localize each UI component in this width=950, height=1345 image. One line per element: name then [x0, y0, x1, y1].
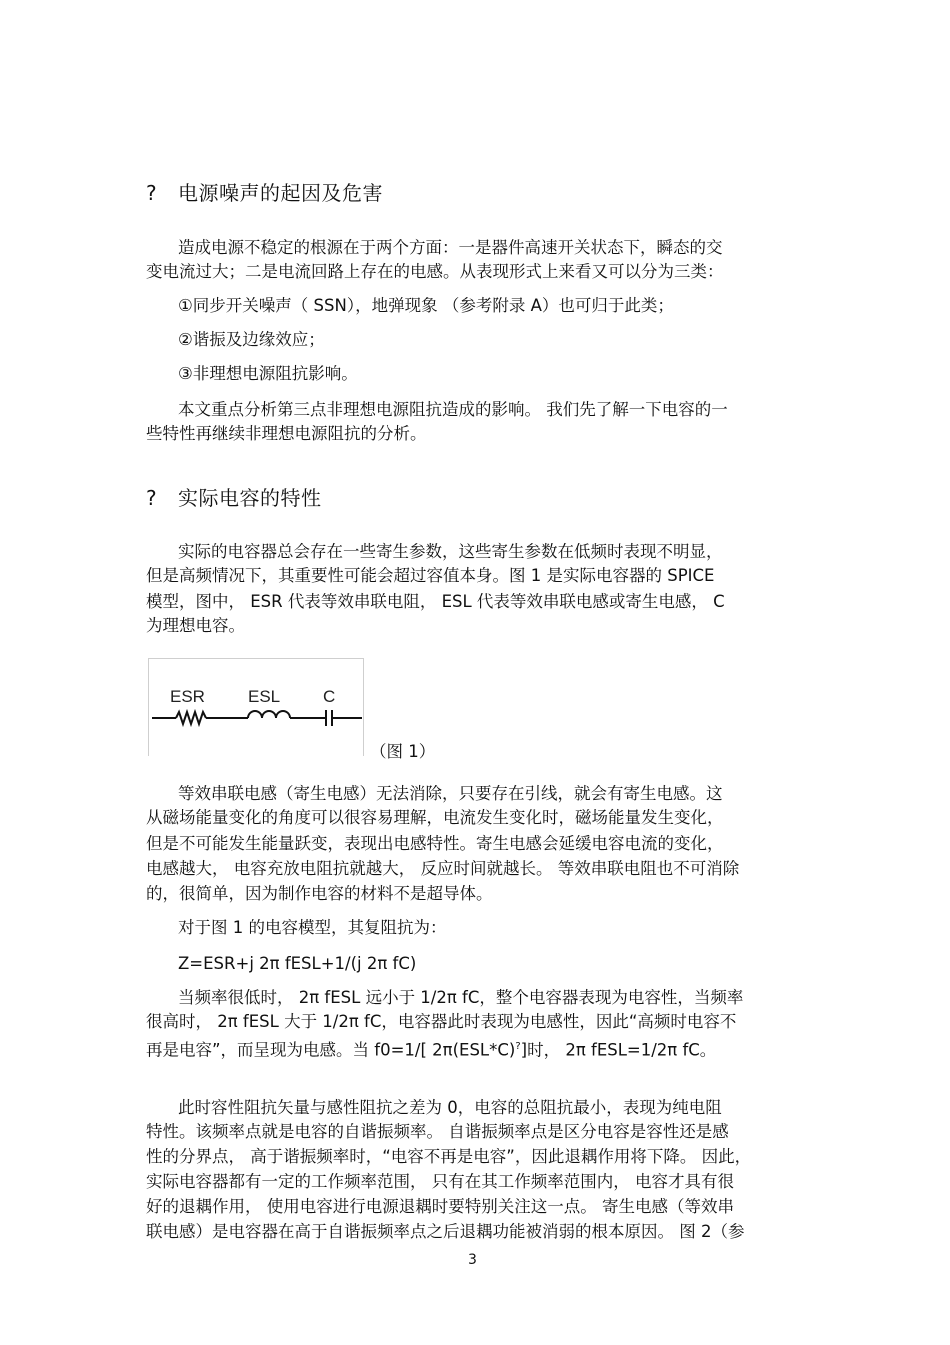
section-bullet: ? [146, 181, 158, 205]
superscript: ? [515, 1041, 521, 1052]
list-item: ①同步开关噪声（ SSN），地弹现象 （参考附录 A）也可归于此类； [178, 296, 674, 315]
text-line: 联电感）是电容器在高于自谐振频率点之后退耦功能被消弱的根本原因。 图 2（参 [146, 1222, 745, 1241]
section-heading-2 [146, 482, 322, 511]
section-title: 电源噪声的起因及危害 [178, 181, 383, 205]
text-line: 好的退耦作用， 使用电容进行电源退耦时要特别关注这一点。 寄生电感（等效串 [146, 1197, 734, 1216]
text-line: 很高时， 2π fESL 大于 1/2π fC，电容器此时表现为电感性，因此“高频时电容不 [146, 1012, 737, 1031]
text-line: 的，很简单，因为制作电容的材料不是超导体。 [146, 884, 493, 903]
text-line: 但是不可能发生能量跃变，表现出电感特性。寄生电感会延缓电容电流的变化， [146, 834, 724, 853]
text-line: 些特性再继续非理想电源阻抗的分析。 [146, 424, 427, 443]
text-line: 从磁场能量变化的角度可以很容易理解，电流发生变化时，磁场能量发生变化， [146, 808, 724, 827]
text-line: 等效串联电感（寄生电感）无法消除，只要存在引线，就会有寄生电感。这 [178, 784, 723, 803]
text-line: 本文重点分析第三点非理想电源阻抗造成的影响。 我们先了解一下电容的一 [178, 400, 728, 419]
list-item: ②谐振及边缘效应； [178, 330, 325, 349]
text-line: 此时容性阻抗矢量与感性阻抗之差为 0，电容的总阻抗最小，表现为纯电阻 [178, 1098, 722, 1117]
text-line [146, 1035, 716, 1063]
spice-model-figure [148, 658, 364, 756]
section-heading-1 [146, 177, 383, 206]
text-line: 变电流过大；二是电流回路上存在的电感。从表现形式上来看又可以分为三类： [146, 262, 724, 281]
text-line: 实际电容器都有一定的工作频率范围， 只有在其工作频率范围内， 电容才具有很 [146, 1172, 734, 1191]
text-line: 当频率很低时， 2π fESL 远小于 1/2π fC，整个电容器表现为电容性，当频率 [178, 988, 744, 1007]
esr-label: ESR [170, 687, 205, 706]
inductor-symbol [248, 711, 290, 718]
list-item: ③非理想电源阻抗影响。 [178, 364, 358, 383]
formula-part-1: 再是电容”，而呈现为电感。当 f0=1/[ 2π(ESL*C) [146, 1040, 516, 1060]
impedance-formula: Z=ESR+j 2π fESL+1/(j 2π fC) [178, 954, 417, 973]
text-line: 特性。该频率点就是电容的自谐振频率。 自谐振频率点是区分电容是容性还是感 [146, 1122, 729, 1141]
text-line: 对于图 1 的电容模型，其复阻抗为： [178, 918, 447, 937]
page-number: 3 [468, 1252, 477, 1268]
section-title: 实际电容的特性 [178, 486, 322, 510]
figure-caption: （图 1） [370, 742, 436, 761]
text-line: 为理想电容。 [146, 616, 245, 635]
esl-label: ESL [248, 687, 281, 706]
text-line: 实际的电容器总会存在一些寄生参数，这些寄生参数在低频时表现不明显， [178, 542, 723, 561]
formula-part-2: ]时， 2π fESL=1/2π fC。 [520, 1040, 717, 1060]
text-line: 模型，图中， ESR 代表等效串联电阻， ESL 代表等效串联电感或寄生电感， C [146, 592, 725, 611]
text-line: 性的分界点， 高于谐振频率时，“电容不再是电容”，因此退耦作用将下降。 因此， [146, 1147, 752, 1166]
section-bullet: ? [146, 486, 158, 510]
circuit-drawing [152, 710, 362, 726]
text-line: 但是高频情况下，其重要性可能会超过容值本身。图 1 是实际电容器的 SPICE [146, 566, 715, 585]
resistor-symbol [176, 712, 206, 724]
text-line: 造成电源不稳定的根源在于两个方面：一是器件高速开关状态下，瞬态的交 [178, 238, 723, 257]
c-label: C [323, 687, 336, 706]
text-line: 电感越大， 电容充放电阻抗就越大， 反应时间就越长。 等效串联电阻也不可消除 [146, 859, 740, 878]
